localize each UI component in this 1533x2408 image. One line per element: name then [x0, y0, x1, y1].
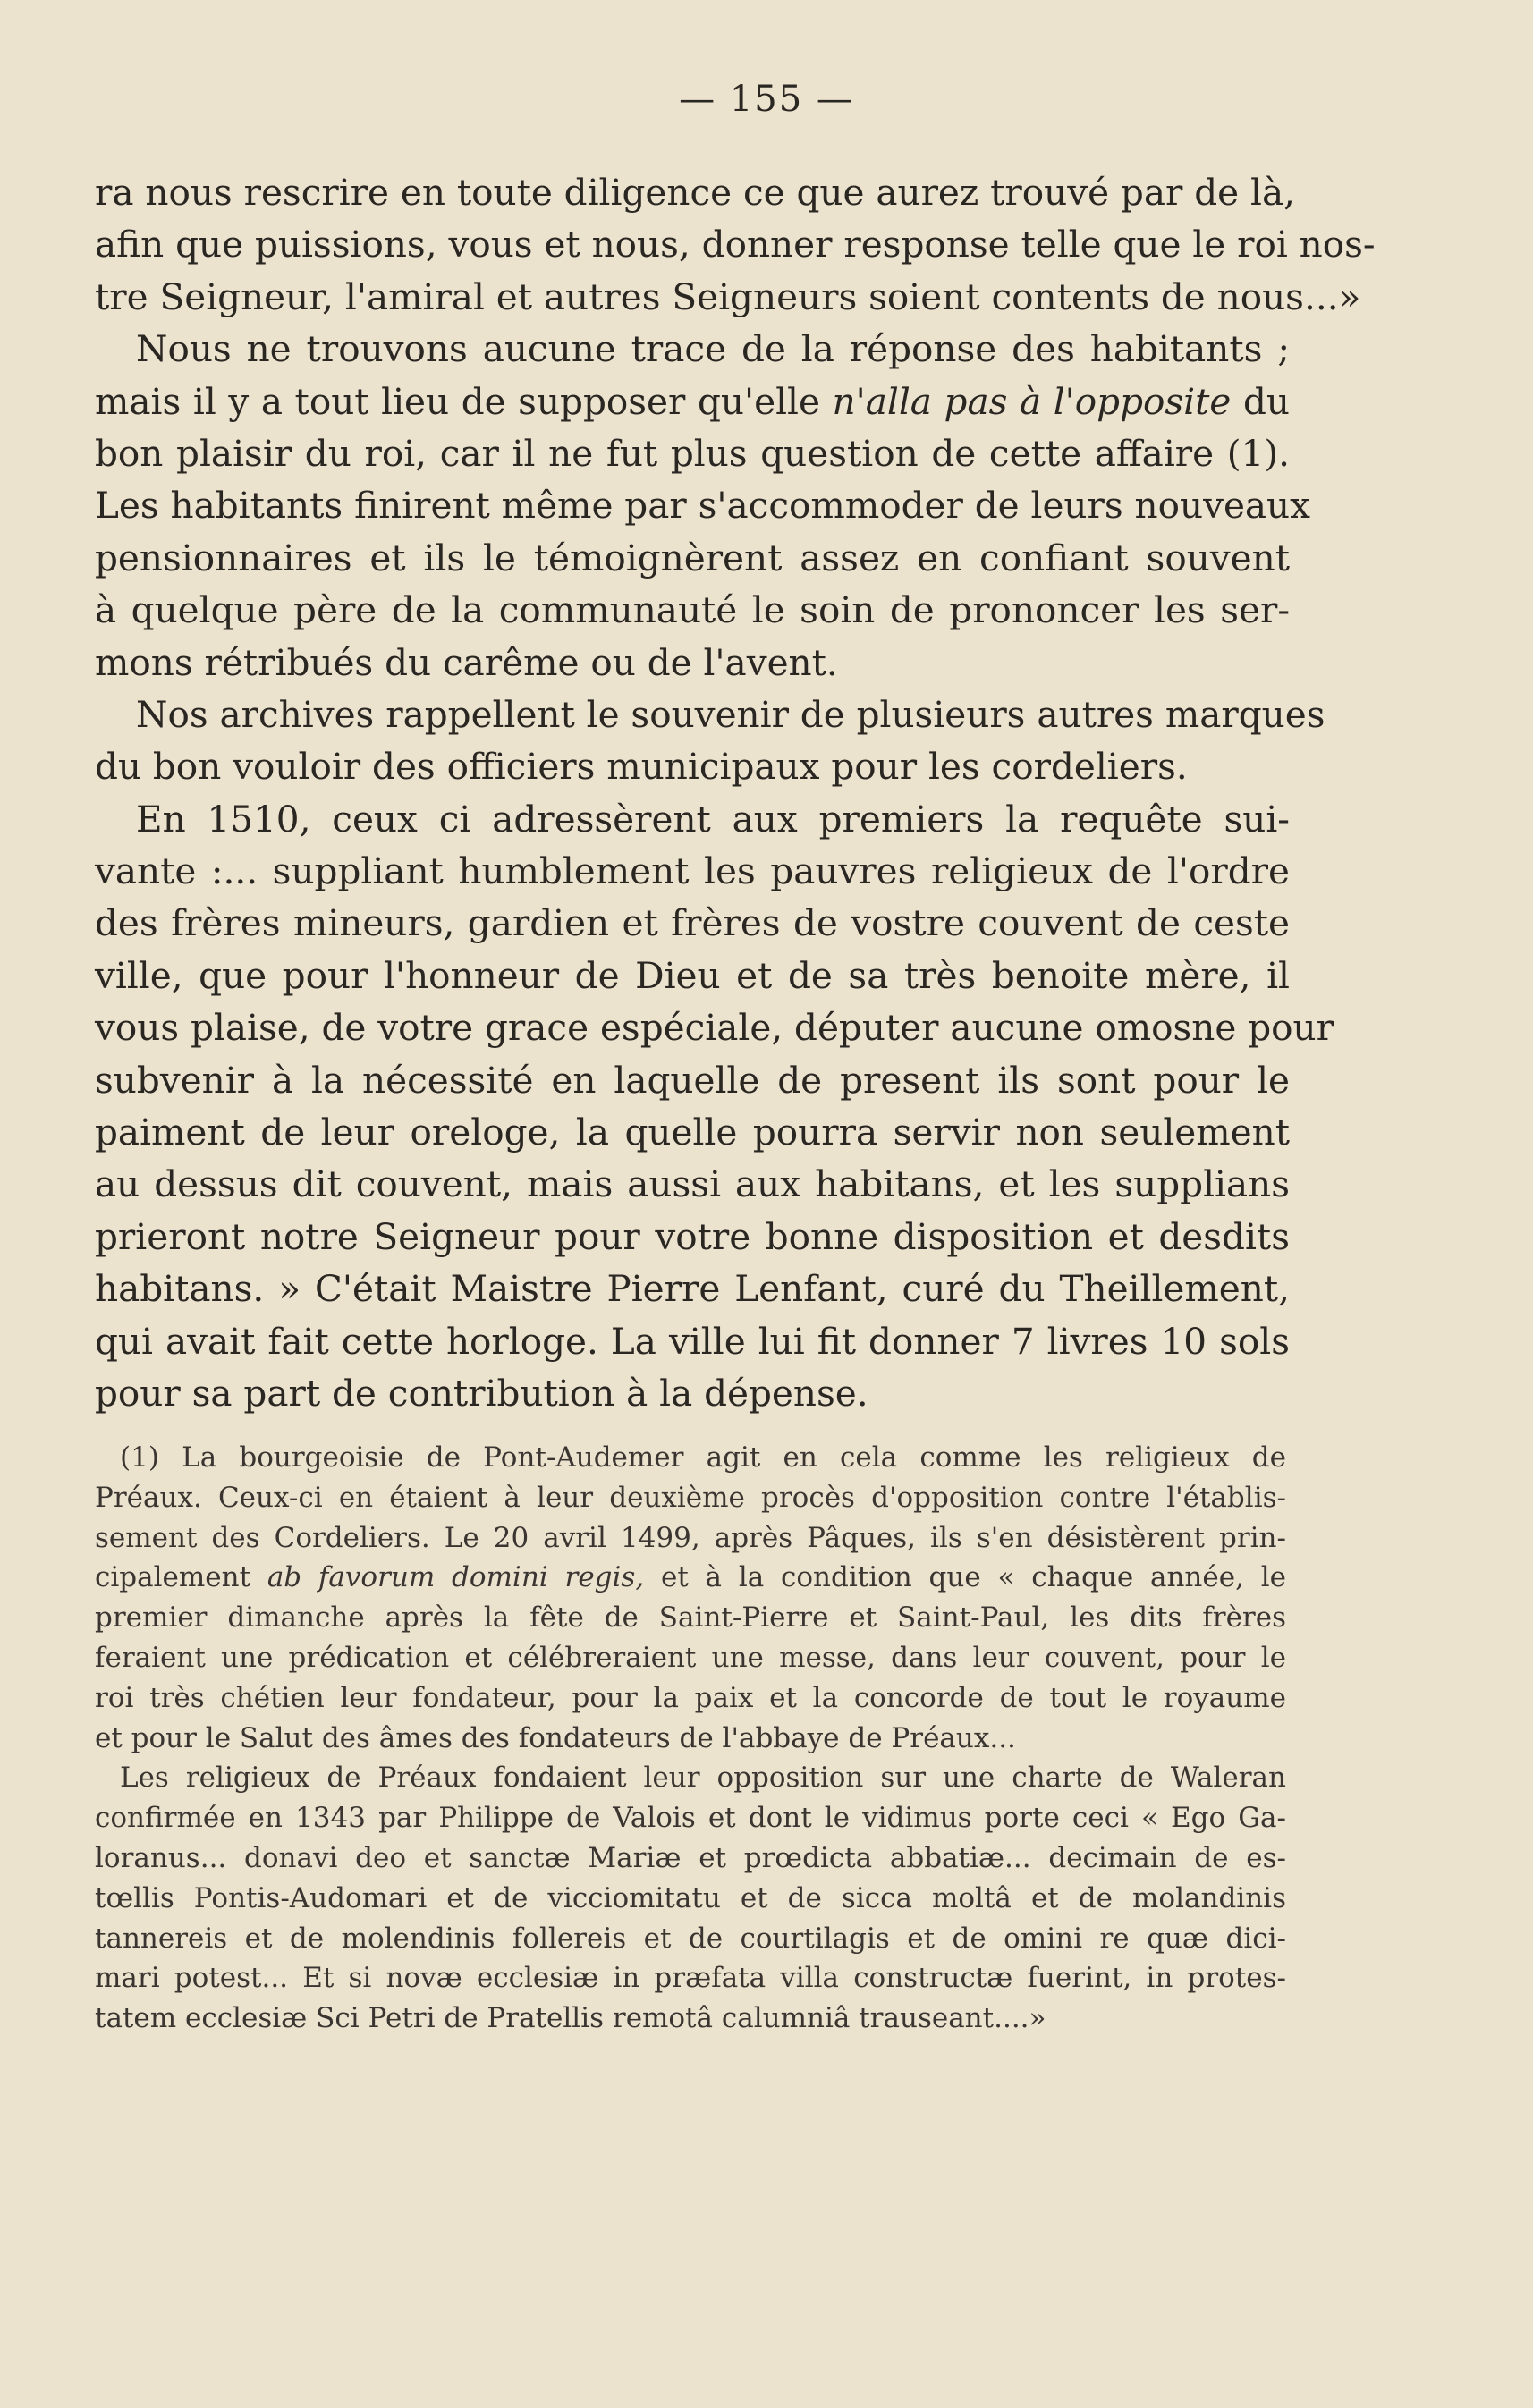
- footnote-line: [95, 1558, 1286, 1598]
- body-line: qui avait fait cette horloge. La ville lui fit donner 7 livres 10 sols: [95, 1319, 1290, 1363]
- italic-phrase: ab favorum domini regis,: [267, 1561, 645, 1594]
- body-line: pensionnaires et ils le témoignèrent assez en confiant souvent: [95, 536, 1290, 579]
- body-line: des frères mineurs, gardien et frères de vostre couvent de ceste: [95, 901, 1290, 945]
- body-line: ville, que pour l'honneur de Dieu et de sa très benoite mère, il: [95, 953, 1290, 997]
- body-line: Les habitants finirent même par s'accommoder de leurs nouveaux: [95, 484, 1310, 528]
- footnote-line: Préaux. Ceux-ci en étaient à leur deuxième procès d'opposition contre l'établis-: [95, 1481, 1286, 1514]
- body-line: vante :... suppliant humblement les pauvres religieux de l'ordre: [95, 849, 1290, 893]
- body-line: Nos archives rappellent le souvenir de plusieurs autres marques: [136, 692, 1325, 736]
- body-line: habitans. » C'était Maistre Pierre Lenfant, curé du Theillement,: [95, 1267, 1290, 1311]
- footnote-line: tannereis et de molendinis follereis et de courtilagis et de omini re quæ dici-: [95, 1922, 1286, 1955]
- footnote-line: tatem ecclesiæ Sci Petri de Pratellis remotâ calumniâ trauseant....»: [95, 2002, 1046, 2035]
- body-line: afin que puissions, vous et nous, donner response telle que le roi nos-: [95, 223, 1376, 266]
- footnote: [95, 1438, 1286, 2039]
- footnote-line: (1) La bourgeoisie de Pont-Audemer agit en cela comme les religieux de: [120, 1441, 1286, 1474]
- body-line: [95, 376, 1290, 427]
- footnote-line: roi très chétien leur fondateur, pour la paix et la concorde de tout le royaume: [95, 1681, 1286, 1714]
- footnote-text-run: et à la condition que « chaque année, le: [644, 1561, 1286, 1594]
- footnote-line: confirmée en 1343 par Philippe de Valois et dont le vidimus porte ceci « Ego Ga-: [95, 1802, 1286, 1835]
- body-line: tre Seigneur, l'amiral et autres Seigneurs soient contents de nous...»: [95, 275, 1361, 318]
- footnote-line: feraient une prédication et célébreraient une messe, dans leur couvent, pour le: [95, 1641, 1286, 1674]
- body-line: Nous ne trouvons aucune trace de la réponse des habitants ;: [136, 327, 1290, 371]
- body-line: subvenir à la nécessité en laquelle de present ils sont pour le: [95, 1058, 1290, 1102]
- body-text-run: du: [1231, 379, 1290, 423]
- footnote-line: sement des Cordeliers. Le 20 avril 1499, après Pâques, ils s'en désistèrent prin-: [95, 1521, 1286, 1554]
- footnote-line: mari potest... Et si novæ ecclesiæ in præfata villa constructæ fuerint, in protes-: [95, 1962, 1286, 1995]
- body-line: bon plaisir du roi, car il ne fut plus question de cette affaire (1).: [95, 431, 1290, 475]
- body-line: paiment de leur oreloge, la quelle pourra servir non seulement: [95, 1111, 1290, 1154]
- italic-phrase: n'alla pas à l'opposite: [832, 379, 1232, 423]
- body-line: prieront notre Seigneur pour votre bonne disposition et desdits: [95, 1214, 1290, 1258]
- footnote-line: premier dimanche après la fête de Saint-Pierre et Saint-Paul, les dits frères: [95, 1601, 1286, 1635]
- body-line: à quelque père de la communauté le soin de prononcer les ser-: [95, 588, 1290, 632]
- footnote-text-run: cipalement: [95, 1561, 267, 1594]
- body-line: au dessus dit couvent, mais aussi aux habitans, et les supplians: [95, 1162, 1290, 1206]
- body-text: [95, 166, 1376, 1419]
- body-line: du bon vouloir des officiers municipaux pour les cordeliers.: [95, 745, 1188, 789]
- footnote-line: tœllis Pontis-Audomari et de vicciomitatu et de sicca moltâ et de molandinis: [95, 1881, 1286, 1914]
- footnote-line: et pour le Salut des âmes des fondateurs de l'abbaye de Préaux...: [95, 1721, 1016, 1754]
- body-text-run: mais il y a tout lieu de supposer qu'elle: [95, 379, 833, 423]
- footnote-line: Les religieux de Préaux fondaient leur opposition sur une charte de Waleran: [120, 1762, 1286, 1795]
- body-line: mons rétribués du carême ou de l'avent.: [95, 640, 838, 684]
- body-line: En 1510, ceux ci adressèrent aux premiers la requête sui-: [136, 797, 1290, 841]
- body-line: ra nous rescrire en toute diligence ce que aurez trouvé par de là,: [95, 171, 1295, 214]
- body-line: vous plaise, de votre grace espéciale, députer aucune omosne pour: [95, 1006, 1334, 1050]
- footnote-line: loranus... donavi deo et sanctæ Mariæ et prœdicta abbatiæ... decimain de es-: [95, 1841, 1286, 1874]
- body-line: pour sa part de contribution à la dépense.: [95, 1371, 868, 1415]
- page-number: — 155 —: [679, 79, 854, 120]
